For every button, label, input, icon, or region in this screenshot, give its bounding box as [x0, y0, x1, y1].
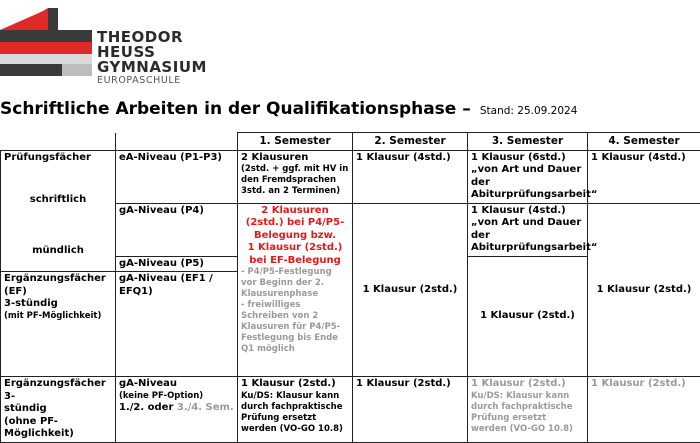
ef3-label-2: stündig: [4, 403, 112, 416]
school-name: [97, 30, 207, 86]
sem3-ef3-cell: [468, 377, 588, 443]
page-title: [0, 99, 577, 119]
ga-keine-2: (keine PF-Option): [119, 391, 234, 402]
sem1-red-2: 1 Klausur (2std.) bei EF-Belegung: [241, 242, 349, 267]
sem1-ea-cell: [238, 150, 353, 203]
ef3-label-3: (ohne PF-Möglichkeit): [4, 416, 112, 441]
pf-label: Prüfungsfächer: [4, 152, 112, 165]
ga-p5-cell: gA-Niveau (P5): [116, 256, 238, 272]
school-line-3: GYMNASIUM: [97, 60, 207, 75]
muendlich-label: mündlich: [4, 245, 112, 258]
sem3-ef3-main: 1 Klausur (2std.): [471, 378, 584, 391]
school-subtitle: EUROPASCHULE: [97, 75, 207, 86]
ef-label-1: Ergänzungsfächer: [4, 273, 112, 286]
schriftlich-label: schriftlich: [4, 194, 112, 207]
header-blank-2: [116, 133, 238, 151]
header-sem-4: 4. Semester: [588, 133, 700, 151]
ga-keine-cell: [116, 377, 238, 443]
ga-p4-cell: gA-Niveau (P4): [116, 203, 238, 256]
ef-label-3: 3-stündig: [4, 298, 112, 311]
sem2-ef3-cell: 1 Klausur (2std.): [353, 377, 468, 443]
sem3-ga-cell: 1 Klausur (2std.): [468, 256, 588, 377]
sem1-note-1: - P4/P5-Festlegung vor Beginn der 2. Klausurenphase: [241, 267, 349, 300]
ef-label-2: (EF): [4, 286, 112, 299]
ef-label-4: (mit PF-Möglichkeit): [4, 311, 112, 322]
sem1-red-1: 2 Klausuren (2std.) bei P4/P5-Belegung bzw.: [241, 205, 349, 243]
header-blank-1: [1, 133, 116, 151]
sem4-ef3-cell: 1 Klausur (2std.): [588, 377, 700, 443]
sem3-ef3-note: Ku/DS: Klausur kann durch fachpraktische Prüfung ersetzt werden (VO-GO 10.8): [471, 391, 584, 435]
table-row: [1, 150, 700, 203]
ef3-label-1: Ergänzungsfächer 3-: [4, 378, 112, 403]
sem1-ea-note: (2std. + ggf. mit HV in den Fremdsprachen 3std. an 2 Terminen): [241, 164, 349, 197]
ea-niveau-cell: eA-Niveau (P1-P3): [116, 150, 238, 203]
sem3-p4-cell: 1 Klausur (4std.) „von Art und Dauer der Abiturprüfungsarbeit“: [468, 203, 588, 256]
sem1-ef3-main: 1 Klausur (2std.): [241, 378, 349, 391]
header-sem-1: 1. Semester: [238, 133, 353, 151]
title-stand: Stand: 25.09.2024: [480, 105, 578, 117]
sem2-ea-cell: 1 Klausur (4std.): [353, 150, 468, 203]
header-sem-2: 2. Semester: [353, 133, 468, 151]
sem3-ea-cell: 1 Klausur (6std.) „von Art und Dauer der Abiturprüfungsarbeit“: [468, 150, 588, 203]
table-row: [1, 377, 700, 443]
ga-keine-3a: 1./2. oder: [119, 402, 173, 413]
exam-table: [0, 132, 700, 443]
sem1-ef3-note: Ku/DS: Klausur kann durch fachpraktische Prüfung ersetzt werden (VO-GO 10.8): [241, 391, 349, 435]
school-line-2: HEUSS: [97, 45, 207, 60]
title-main: Schriftliche Arbeiten in der Qualifikationsphase –: [0, 99, 471, 119]
pf-label-cell: [1, 150, 116, 272]
sem4-ea-cell: 1 Klausur (4std.): [588, 150, 700, 203]
sem1-ga-cell: [238, 203, 353, 377]
ef3-label-cell: [1, 377, 116, 443]
sem1-ea-main: 2 Klausuren: [241, 152, 349, 165]
school-line-1: THEODOR: [97, 30, 207, 45]
header-row: [1, 133, 700, 151]
sem1-ef3-cell: [238, 377, 353, 443]
ga-keine-1: gA-Niveau: [119, 378, 234, 391]
sem2-ga-cell: 1 Klausur (2std.): [353, 203, 468, 377]
sem4-ga-cell: 1 Klausur (2std.): [588, 203, 700, 377]
sem1-note-2: - freiwilliges Schreiben von 2 Klausuren für P4/P5-Festlegung bis Ende Q1 möglich: [241, 300, 349, 355]
ga-keine-3b: 3./4. Sem.: [177, 402, 234, 413]
ga-ef-cell: gA-Niveau (EF1 / EFQ1): [116, 272, 238, 377]
ef-label-cell: [1, 272, 116, 377]
header-sem-3: 3. Semester: [468, 133, 588, 151]
